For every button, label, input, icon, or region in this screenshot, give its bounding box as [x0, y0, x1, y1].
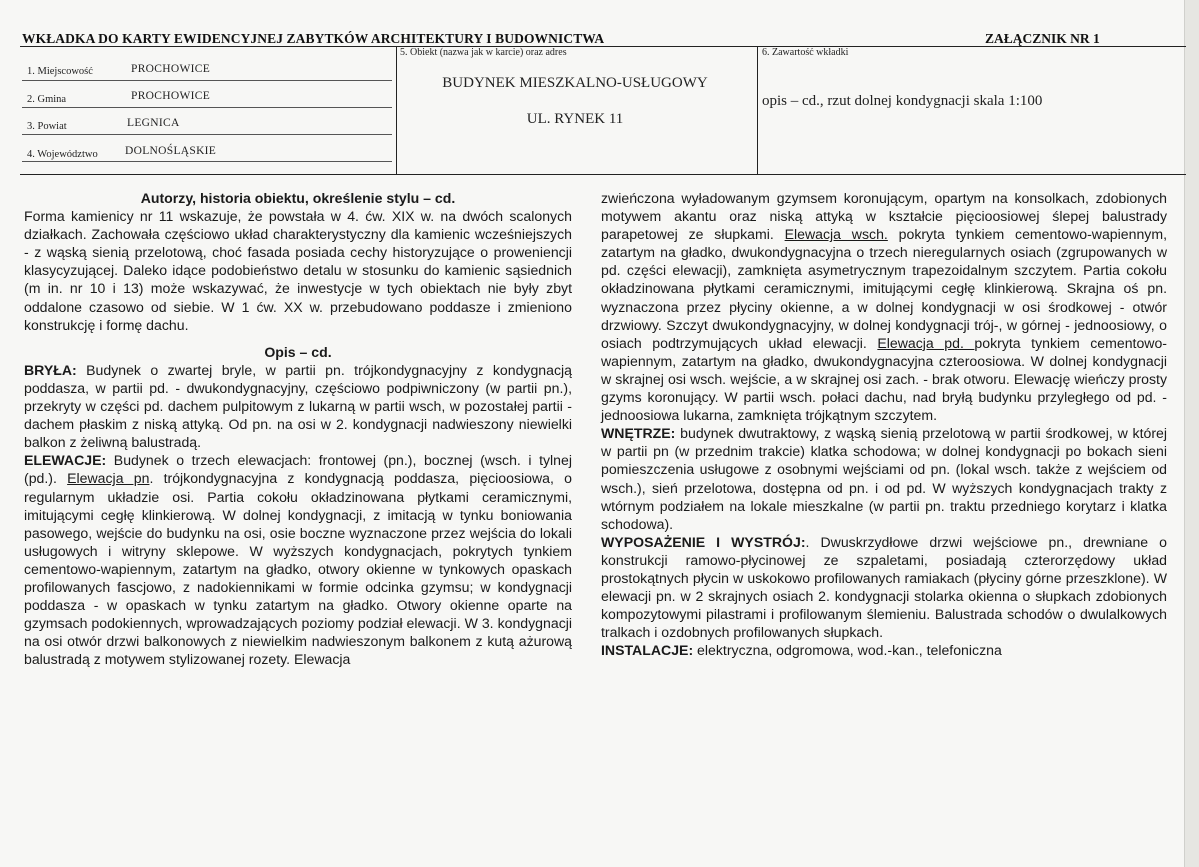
right-column — [601, 189, 1167, 659]
elewacje-label: ELEWACJE: — [24, 452, 107, 469]
wyposazenie-paragraph — [601, 533, 1167, 642]
field-value: DOLNOŚLĄSKIE — [125, 145, 217, 157]
object-address: UL. RYNEK 11 — [526, 111, 624, 127]
left-column — [24, 189, 572, 668]
divider-left — [396, 46, 397, 174]
scan-edge — [1184, 0, 1199, 867]
field-rule — [22, 80, 392, 81]
elewacja-pd-text: pokryta tynkiem cementowo-wapiennym, zatartym na gładko, dwukondygnacyjna czteroosiowa. W dolnej kondygnacji w skrajnej osi wsch. wejście, a w skrajnej osi zach. - brak otworu. Elewację wieńczy prosty gzyms koronujący. W partii wsch. połaci dachu, nad bryłą budynku przyległego od pd. - jednoosiowa lukarna, zamknięta trójkątnym szczytem. — [601, 334, 1168, 424]
bryla-paragraph — [24, 361, 572, 451]
header-bottom-rule — [20, 174, 1186, 175]
instalacje-label: INSTALACJE: — [601, 642, 694, 659]
field-rule — [22, 107, 392, 108]
field-value: PROCHOWICE — [131, 90, 211, 102]
elewacja-pd-term: Elewacja pd. — [877, 334, 975, 351]
spacer — [24, 334, 572, 343]
elewacje-cont-text: zwieńczona wyładowanym gzymsem koronującym, opartym na konsolkach, zdobionych motywem akantu oraz niską attyką w kształcie pięcioosiowej ślepej balustrady parapetowej ze słupkami. — [601, 190, 1167, 243]
field-label: 3. Powiat — [27, 121, 67, 132]
contents-label: 6. Zawartość wkładki — [762, 47, 849, 58]
contents-value: opis – cd., rzut dolnej kondygnacji skala 1:100 — [762, 93, 1043, 109]
section-heading-history: Autorzy, historia obiektu, określenie stylu – cd. — [140, 190, 456, 206]
wnetrze-label: WNĘTRZE: — [601, 425, 676, 442]
field-rule — [22, 134, 392, 135]
elewacje-text-cont: . trójkondygnacyjna z kondygnacją poddasza, pięcioosiowa, o regularnym układzie osi. Partia cokołu okładzinowana płytkami ceramicznymi, imitującymi cegłę klinkierową. W dolnej kondygnacji, z imitacją w tynku boniowania pasowego, wejście do budynku na osi, osie boczne wyznaczone przez wejścia do lokali usługowych i witryny sklepowe. W wyższych kondygnacjach, pokrytych tynkiem cementowo-wapiennym, zatartym na gładko, otwory okienne w tynkowych opaskach profilowanych fascjowo, z nadokiennikami w formie odcinka gzymsu; w kondygnacji poddasza - w opaskach w tynku zatartym na gładko. Otwory okienne oparte na gzymsach podokiennych, wprowadzających poziomy podział elewacji. W 3. kondygnacji na osi otwór drzwi balkonowych z niewielkim nadwieszonym balkonem z kutą ażurową balustradą z motywem stylizowanej rozety. Elewacja — [24, 470, 572, 668]
field-label: 2. Gmina — [27, 94, 67, 105]
wnetrze-text: budynek dwutraktowy, z wąską sienią przelotową w partii środkowej, w której w partii pn (w przednim trakcie) klatka schodowa; w dolnej kondygnacji po bokach sieni pomieszczenia usługowe z osobnymi wejściami od pn. (lokal wsch. także z wejściem od wsch.), sień przelotowa, dostępna od pn. i od pd. W wyższych kondygnacjach trakty z wtórnym podziałem na lokale mieszkalne (w partii pn. traktu przedniego korytarz i klatka schodowa). — [601, 425, 1167, 532]
elewacje-cont-paragraph — [601, 189, 1167, 424]
divider-right — [757, 46, 758, 174]
object-label: 5. Obiekt (nazwa jak w karcie) oraz adres — [400, 47, 567, 58]
wyposazenie-text: . Dwuskrzydłowe drzwi wejściowe pn., drewniane o konstrukcji ramowo-płycinowej ze szpaletami, posiadają czterorzędowy układ prostokątnych płycin w uskokowo profilowanych ramiakach (płyciny górne przeszklone). W elewacji pn. w 2 skrajnych osiach 2. kondygnacji stolarka okienna o słupkach zdobionych kompozytowymi pilastrami i profilowanym ślemieniu. Balustrada schodów o dwulalkowych tralkach i ozdobnych profilowanych słupkach. — [601, 533, 1167, 641]
bryla-text: Budynek o zwartej bryle, w partii pn. trójkondygnacyjny z kondygnacją poddasza, w partii pd. - dwukondygnacyjny, częściowo podpiwniczony (w partii pn.), przekryty w części pd. dachem pulpitowym z lukarną w partii wsch, w pozostałej partii - dachem płaskim z niską attyką. Od pn. na osi w 2. kondygnacji nadwieszony niewielki balkon z żeliwną balustradą. — [24, 361, 572, 451]
wnetrze-paragraph — [601, 424, 1167, 533]
instalacje-paragraph — [601, 641, 1167, 659]
field-value: LEGNICA — [127, 117, 180, 129]
elewacje-paragraph — [24, 451, 572, 668]
form-title: WKŁADKA DO KARTY EWIDENCYJNEJ ZABYTKÓW ARCHITEKTURY I BUDOWNICTWA — [22, 31, 605, 46]
field-label: 4. Województwo — [27, 149, 98, 160]
annex-number: ZAŁĄCZNIK NR 1 — [985, 31, 1100, 46]
elewacja-wsch-text: pokryta tynkiem cementowo-wapiennym, zatartym na gładko, dwukondygnacyjna o trzech nieregularnych osiach (zgrupowanych w pd. części elewacji), zamknięta asymetrycznym trapezoidalnym szczytem. Partia cokołu okładzinowana płytkami ceramicznymi, imitującymi cegłę klinkierową. Skrajna oś pn. wyznaczona przez płyciny okienne, a w dolnej kondygnacji w osi środkowej - otwór drzwiowy. Szczyt dwukondygnacyjny, w dolnej kondygnacji trój-, w górnej - jednoosiowy, o osiach podtrzymujących układ elewacji. — [601, 226, 1167, 351]
section-heading-description: Opis – cd. — [264, 343, 332, 360]
header-top-rule — [20, 46, 1186, 47]
field-rule — [22, 161, 392, 162]
elewacja-pn-term: Elewacja pn — [67, 470, 150, 487]
field-value: PROCHOWICE — [131, 63, 211, 75]
history-paragraph: Forma kamienicy nr 11 wskazuje, że powstała w 4. ćw. XIX w. na dwóch scalonych działkach. Zachowała częściowo układ charakterystyczny dla kamienic wcześniejszych - z wąską sienią przelotową, choć fasada posiada cechy historyzujące o proweniencji klasycyzującej. Daleko idące podobieństwo detalu w stosunku do kamienic sąsiednich (m in. nr 10 i 13) może wskazywać, że inwestycje w tych obiektach nie były zbyt oddalone czasowo od siebie. W 1 ćw. XX w. przebudowano poddasze i zmieniono konstrukcję i formę dachu. — [24, 208, 572, 333]
instalacje-text: elektryczna, odgromowa, wod.-kan., telefoniczna — [693, 642, 1002, 659]
bryla-label: BRYŁA: — [24, 361, 77, 378]
object-name: BUDYNEK MIESZKALNO-USŁUGOWY — [442, 75, 708, 91]
field-label: 1. Miejscowość — [27, 66, 93, 77]
elewacja-wsch-term: Elewacja wsch. — [784, 226, 888, 243]
elewacje-text: Budynek o trzech elewacjach: frontowej (pn.), bocznej (wsch. i tylnej (pd.). — [24, 452, 572, 487]
wyposazenie-label: WYPOSAŻENIE I WYSTRÓJ: — [601, 533, 806, 550]
